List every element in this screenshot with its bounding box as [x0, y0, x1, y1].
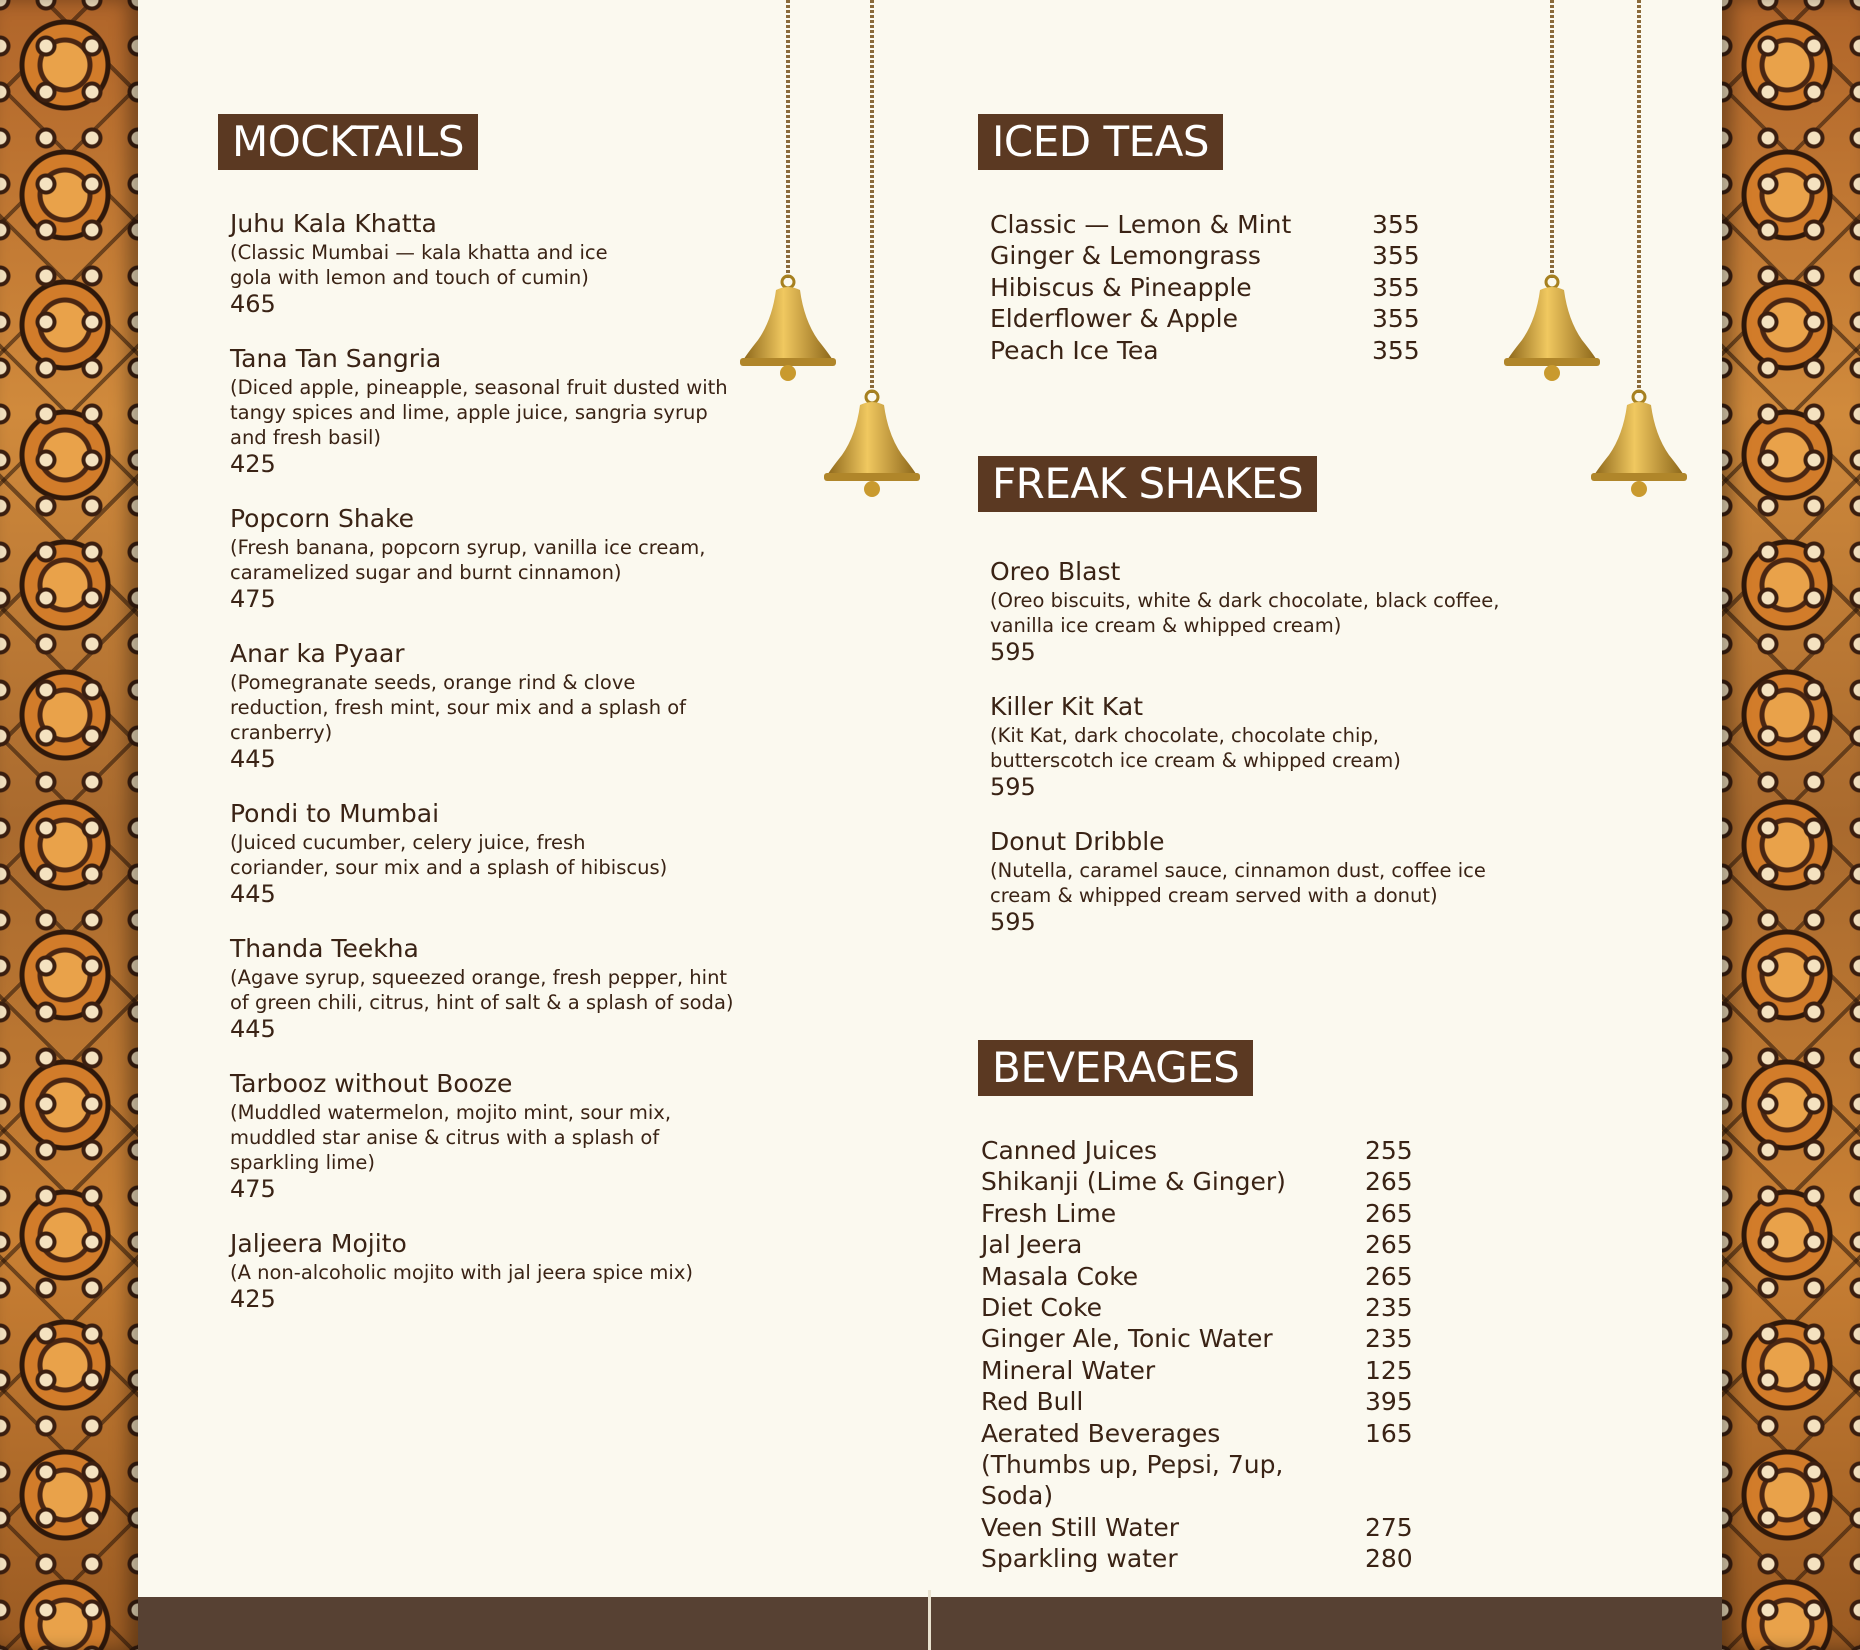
item-description: (Diced apple, pineapple, seasonal fruit dusted with tangy spices and lime, apple juice, sangria syrup and fresh basil) [230, 376, 728, 449]
item-price: 265 [1365, 1230, 1413, 1260]
menu-item [230, 208, 750, 319]
list-item [981, 1386, 1413, 1417]
list-item [990, 272, 1420, 303]
item-name: Masala Coke [981, 1261, 1139, 1291]
item-price: 275 [1365, 1512, 1413, 1542]
item-name: Popcorn Shake [230, 504, 415, 533]
bell-icon [822, 0, 922, 500]
item-description: (Oreo biscuits, white & dark chocolate, black coffee, vanilla ice cream & whipped cream) [990, 589, 1500, 637]
page-fold-line [928, 1590, 931, 1650]
item-name: Pondi to Mumbai [230, 799, 440, 828]
list-item [981, 1135, 1413, 1166]
item-name: Canned Juices [981, 1136, 1157, 1165]
list-item [981, 1323, 1413, 1354]
list-item [981, 1355, 1413, 1386]
list-item [990, 240, 1420, 271]
item-name: Mineral Water [981, 1355, 1156, 1385]
item-name: Jal Jeera [981, 1230, 1083, 1260]
item-name: Fresh Lime [981, 1198, 1117, 1228]
item-price: 595 [990, 773, 1036, 801]
menu-item [230, 798, 750, 909]
item-name: Jaljeera Mojito [230, 1229, 407, 1258]
menu-item [230, 1068, 750, 1204]
item-description: (Agave syrup, squeezed orange, fresh pepper, hint of green chili, citrus, hint of salt & a splash of soda) [230, 966, 734, 1014]
item-description: (Classic Mumbai — kala khatta and ice gola with lemon and touch of cumin) [230, 241, 608, 289]
item-description: (Muddled watermelon, mojito mint, sour mix, muddled star anise & citrus with a splash of sparkling lime) [230, 1101, 672, 1174]
item-name: Classic — Lemon & Mint [990, 210, 1292, 239]
menu-item [230, 1228, 750, 1314]
item-name: Tarbooz without Booze [230, 1069, 513, 1098]
list-item [981, 1261, 1413, 1292]
bell-icon [1589, 0, 1689, 500]
item-name: Diet Coke [981, 1293, 1103, 1323]
menu-item [230, 503, 750, 614]
list-item [990, 303, 1420, 334]
item-price: 265 [1365, 1198, 1413, 1228]
item-price: 595 [990, 908, 1036, 936]
list-item [981, 1512, 1413, 1543]
item-price: 475 [230, 1175, 276, 1203]
right-mandala-border [1722, 0, 1860, 1650]
item-name: Red Bull [981, 1387, 1084, 1417]
item-description: (Fresh banana, popcorn syrup, vanilla ice cream, caramelized sugar and burnt cinnamon) [230, 536, 706, 584]
item-price: 165 [1365, 1418, 1413, 1448]
item-price: 595 [990, 638, 1036, 666]
item-price: 425 [230, 1285, 276, 1313]
menu-item [990, 691, 1510, 802]
menu-item [990, 556, 1510, 667]
bell-icon [1502, 0, 1602, 385]
item-price: 125 [1365, 1355, 1413, 1385]
list-item [981, 1418, 1413, 1512]
item-name: Ginger Ale, Tonic Water [981, 1324, 1273, 1354]
item-price: 355 [1372, 241, 1420, 271]
item-price: 445 [230, 745, 276, 773]
iced-teas-header: ICED TEAS [978, 114, 1223, 170]
freak-shakes-header: FREAK SHAKES [978, 456, 1317, 512]
item-description: (A non-alcoholic mojito with jal jeera spice mix) [230, 1261, 693, 1284]
item-name: Juhu Kala Khatta [230, 209, 437, 238]
item-price: 235 [1365, 1324, 1413, 1354]
iced-teas-list [990, 209, 1420, 366]
item-name: Killer Kit Kat [990, 692, 1144, 721]
item-price: 265 [1365, 1167, 1413, 1197]
item-description: (Pomegranate seeds, orange rind & clove reduction, fresh mint, sour mix and a splash of cranberry) [230, 671, 687, 744]
item-description: (Nutella, caramel sauce, cinnamon dust, coffee ice cream & whipped cream served with a donut) [990, 859, 1486, 907]
item-price: 235 [1365, 1293, 1413, 1323]
item-name: Thanda Teekha [230, 934, 419, 963]
item-price: 395 [1365, 1387, 1413, 1417]
list-item [981, 1292, 1413, 1323]
menu-item [990, 826, 1510, 937]
item-description: (Juiced cucumber, celery juice, fresh coriander, sour mix and a splash of hibiscus) [230, 831, 668, 879]
freak-shakes-list [990, 556, 1510, 961]
list-item [981, 1543, 1413, 1574]
item-price: 445 [230, 1015, 276, 1043]
item-price: 355 [1372, 304, 1420, 334]
item-name: Hibiscus & Pineapple [990, 272, 1252, 302]
list-item [990, 209, 1420, 240]
item-price: 355 [1372, 210, 1420, 239]
list-item [981, 1166, 1413, 1197]
item-price: 265 [1365, 1261, 1413, 1291]
item-price: 355 [1372, 335, 1420, 365]
item-price: 475 [230, 585, 276, 613]
item-name: Oreo Blast [990, 557, 1121, 586]
mocktails-header: MOCKTAILS [218, 114, 478, 170]
item-name: Aerated Beverages (Thumbs up, Pepsi, 7up, Soda) [981, 1418, 1284, 1511]
list-item [990, 335, 1420, 366]
item-price: 465 [230, 290, 276, 318]
mocktails-list [230, 208, 750, 1338]
item-name: Shikanji (Lime & Ginger) [981, 1167, 1286, 1197]
menu-item [230, 933, 750, 1044]
item-price: 280 [1365, 1544, 1413, 1574]
list-item [981, 1229, 1413, 1260]
item-price: 445 [230, 880, 276, 908]
list-item [981, 1198, 1413, 1229]
item-name: Elderflower & Apple [990, 304, 1238, 334]
beverages-header: BEVERAGES [978, 1040, 1253, 1096]
item-price: 255 [1365, 1136, 1413, 1165]
menu-item [230, 638, 750, 774]
item-name: Peach Ice Tea [990, 335, 1159, 365]
item-name: Anar ka Pyaar [230, 639, 405, 668]
item-price: 425 [230, 450, 276, 478]
item-name: Donut Dribble [990, 827, 1165, 856]
left-mandala-border [0, 0, 138, 1650]
item-name: Sparkling water [981, 1544, 1178, 1574]
item-description: (Kit Kat, dark chocolate, chocolate chip, butterscotch ice cream & whipped cream) [990, 724, 1401, 772]
menu-item [230, 343, 750, 479]
item-name: Tana Tan Sangria [230, 344, 442, 373]
beverages-list [981, 1135, 1413, 1575]
item-price: 355 [1372, 272, 1420, 302]
item-name: Ginger & Lemongrass [990, 241, 1261, 271]
item-name: Veen Still Water [981, 1512, 1180, 1542]
